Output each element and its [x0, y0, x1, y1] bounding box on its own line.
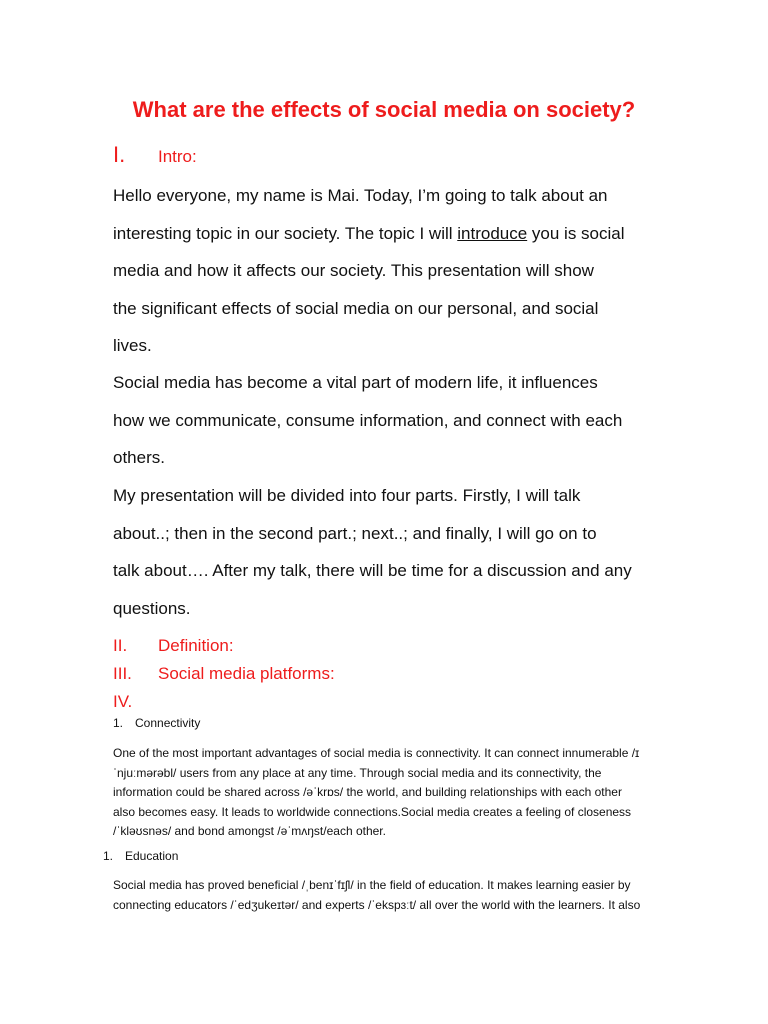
paragraph-line: the significant effects of social media on our personal, and social — [113, 298, 599, 318]
section-number: IV. — [113, 692, 133, 711]
section-number: II. — [113, 636, 128, 655]
paragraph-line: My presentation will be divided into four parts. Firstly, I will talk — [113, 486, 581, 505]
section-heading-intro — [113, 140, 197, 172]
subsection-heading-education — [103, 846, 178, 866]
paragraph-line: others. — [113, 448, 165, 467]
subsection-label: Connectivity — [135, 716, 201, 730]
section-heading-iv — [113, 690, 158, 714]
subsection-label: Education — [125, 849, 179, 863]
section-number: I. — [113, 142, 126, 167]
text-run: you is social — [527, 223, 625, 243]
paragraph-line: Social media has become a vital part of modern life, it influences — [113, 373, 598, 392]
subsection-heading-connectivity — [113, 713, 200, 733]
subsection-number: 1. — [103, 849, 114, 863]
paragraph-line: One of the most important advantages of social media is connectivity. It can connect innumerable /ɪ — [113, 746, 640, 760]
document-title: What are the effects of social media on society? — [132, 97, 636, 122]
section-label: Intro: — [158, 147, 197, 166]
section-heading-definition — [113, 634, 234, 658]
paragraph-line: also becomes easy. It leads to worldwide connections.Social media creates a feeling of closeness — [113, 804, 632, 819]
connectivity-paragraph — [113, 744, 693, 842]
section-label: Definition: — [158, 636, 234, 655]
intro-paragraph-3 — [113, 477, 693, 627]
paragraph-line: talk about…. After my talk, there will be time for a discussion and any — [113, 561, 632, 580]
section-number: III. — [113, 664, 132, 683]
section-label: Social media platforms: — [158, 664, 335, 683]
text-run: interesting topic in our society. The topic I will — [113, 223, 458, 243]
paragraph-line: about..; then in the second part.; next..; and finally, I will go on to — [113, 523, 597, 543]
paragraph-line: information could be shared across /əˈkrɒs/ the world, and building relationships with each other — [113, 785, 622, 799]
paragraph-line: ˈnjuːmərəbl/ users from any place at any time. Through social media and its connectivity, the — [113, 765, 602, 780]
section-heading-platforms — [113, 662, 335, 686]
paragraph-line: lives. — [113, 336, 152, 355]
education-paragraph — [113, 876, 693, 915]
paragraph-line: how we communicate, consume information, and connect with each — [113, 410, 623, 430]
paragraph-line: connecting educators /ˈedʒukeɪtər/ and experts /ˈekspɜːt/ all over the world with the learners. It also — [113, 897, 641, 912]
underlined-word: introduce — [457, 223, 528, 243]
paragraph-line: Hello everyone, my name is Mai. Today, I’m going to talk about an — [113, 186, 608, 205]
paragraph-line — [113, 215, 693, 253]
intro-paragraph-2 — [113, 364, 693, 477]
subsection-number: 1. — [113, 716, 124, 730]
paragraph-line: media and how it affects our society. This presentation will show — [113, 261, 594, 280]
paragraph-line: /ˈkləʊsnəs/ and bond amongst /əˈmʌŋst/each other. — [113, 824, 386, 838]
paragraph-line: questions. — [113, 598, 191, 618]
intro-paragraph-1 — [113, 177, 693, 365]
paragraph-line: Social media has proved beneficial /ˌbenɪˈfɪʃl/ in the field of education. It makes learning easier by — [113, 878, 631, 892]
